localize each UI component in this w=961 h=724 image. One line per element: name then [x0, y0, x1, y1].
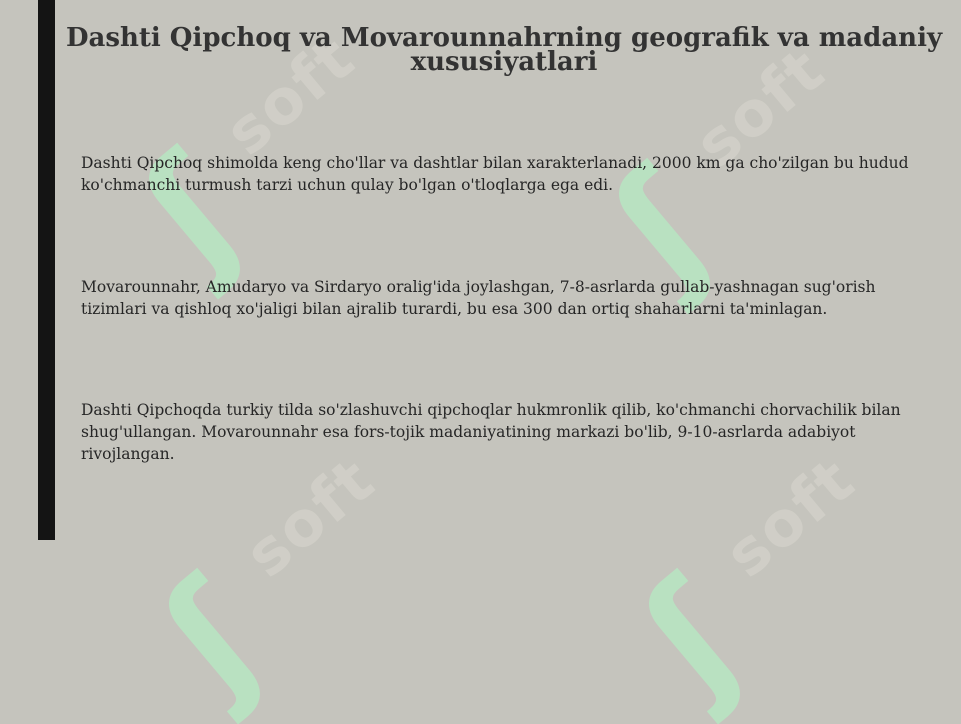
- watermark-logo-icon: ʃ: [582, 140, 742, 315]
- left-accent-bar: [38, 0, 55, 540]
- watermark-logo-icon: ʃ: [132, 550, 292, 724]
- watermark-text: soft: [681, 32, 839, 182]
- watermark-text: soft: [231, 442, 389, 592]
- paragraph-movarounnahr-geography: Movarounnahr, Amudaryo va Sirdaryo oralig'ida joylashgan, 7-8-asrlarda gullab-yashnagan sug'orish tizimlari va qishloq xo'jaligi bilan ajralib turardi, bu esa 300 dan ortiq shaharlarni ta'minlagan.: [81, 278, 876, 318]
- watermark-logo-icon: ʃ: [112, 125, 272, 300]
- paragraph-cultural-features: Dashti Qipchoqda turkiy tilda so'zlashuvchi qipchoqlar hukmronlik qilib, ko'chmanchi chorvachilik bilan shug'ullangan. Movarounnahr esa fors-tojik madaniyatining markazi bo'lib, 9-10-asrlarda adabiyot rivojlangan.: [81, 401, 901, 463]
- watermark-text: soft: [711, 442, 869, 592]
- paragraph-dashti-qipchoq-geography: Dashti Qipchoq shimolda keng cho'llar va dashtlar bilan xarakterlanadi, 2000 km ga cho'zilgan bu hudud ko'chmanchi turmush tarzi uchun qulay bo'lgan o'tloqlarga ega edi.: [81, 154, 909, 194]
- watermark-logo-icon: ʃ: [612, 550, 772, 724]
- slide-title: Dashti Qipchoq va Movarounnahrning geografik va madaniy xususiyatlari: [65, 23, 943, 77]
- watermark-text: soft: [211, 20, 369, 170]
